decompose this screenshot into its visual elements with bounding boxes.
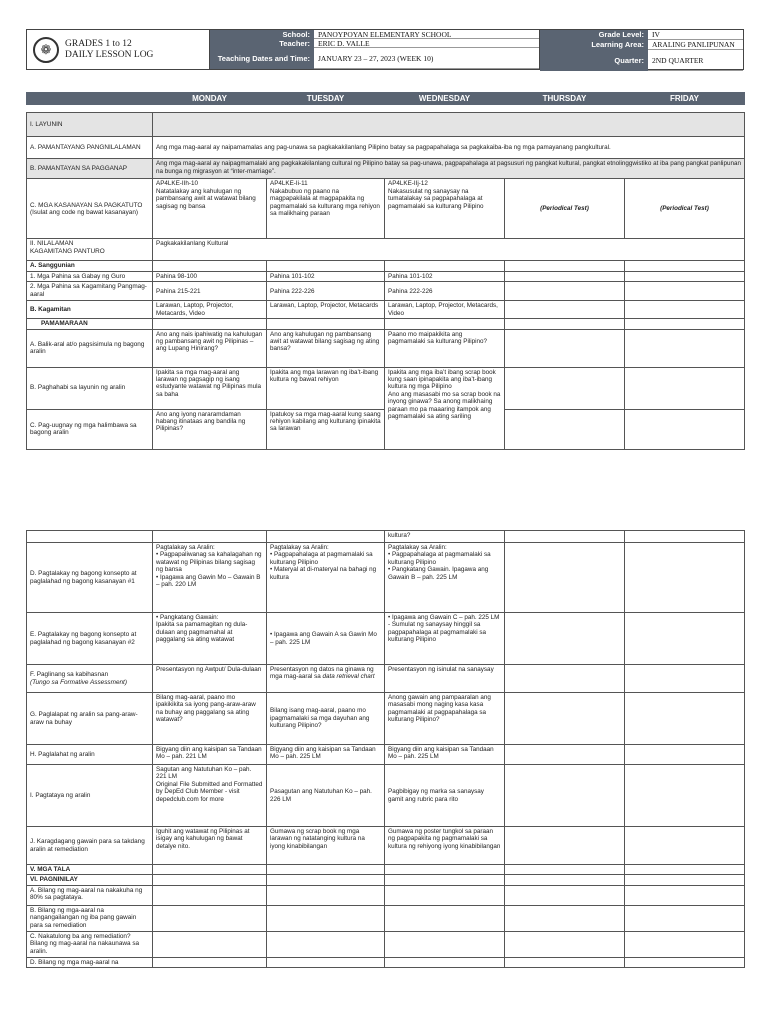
blank-cell — [385, 261, 505, 271]
kagamitang-monday: Pahina 215-221 — [153, 282, 267, 301]
blank-cell — [267, 905, 385, 931]
paglinang-label: F. Paglinang sa kabihasnan — [30, 671, 109, 679]
area-value: ARALING PANLIPUNAN — [648, 40, 743, 50]
blank-cell — [505, 957, 625, 967]
blank-cell — [267, 957, 385, 967]
blank-cell — [153, 865, 267, 875]
blank-cell — [153, 931, 267, 957]
nilalaman-label: II. NILALAMAN KAGAMITANG PANTURO — [27, 239, 153, 261]
pagninilay-d-label: D. Bilang ng mga mag-aaral na — [27, 957, 153, 967]
row-paglinang — [27, 665, 745, 693]
kagamitan-monday: Larawan, Laptop, Projector, Metacards, Video — [153, 301, 267, 319]
pag-uugnay-label: C. Pag-uugnay ng mga halimbawa sa bagong aralin — [27, 409, 153, 449]
gabay-guro-wednesday: Pahina 101-102 — [385, 271, 505, 281]
row-pamantayan-pagganap — [27, 159, 745, 179]
kasanayan-friday: (Periodical Test) — [625, 179, 745, 239]
blank-cell — [505, 745, 625, 765]
karagdagang-wednesday: Gumawa ng poster tungkol sa paraan ng pagpapakita ng pagmamalaki sa kultura ng rehiyong iyong kinabibilangan — [385, 827, 505, 865]
day-wednesday: WEDNESDAY — [385, 93, 505, 105]
paghahabi-label: B. Paghahabi sa layunin ng aralin — [27, 367, 153, 409]
school-value: PANOYPOYAN ELEMENTARY SCHOOL — [314, 30, 539, 39]
document-title — [65, 39, 153, 61]
pagninilay-c-label: C. Nakatulong ba ang remediation? Bilang ng mag-aaral na nakaunawa sa aralin. — [27, 931, 153, 957]
spacer — [27, 105, 745, 113]
header-block — [26, 29, 744, 70]
blank-cell — [625, 301, 745, 319]
blank-cell — [385, 875, 505, 885]
pamantayang-label: A. PAMANTAYANG PANGNILALAMAN — [27, 137, 153, 159]
gabay-guro-monday: Pahina 98-100 — [153, 271, 267, 281]
blank-cell — [267, 531, 385, 543]
header-school-info — [210, 30, 540, 69]
row-kasanayan — [27, 179, 745, 239]
blank-cell — [625, 271, 745, 281]
pagtataya-label: I. Pagtataya ng aralin — [27, 765, 153, 827]
row-pagtataya — [27, 765, 745, 827]
paghahabi-tuesday: Ipakita ang mga larawan ng iba’t-ibang kultura ng bawat rehiyon — [267, 367, 385, 409]
row-karagdagang-gawain — [27, 827, 745, 865]
teacher-value: ERIC D. VALLE — [314, 39, 539, 48]
blank-cell — [385, 931, 505, 957]
blank-cell — [625, 865, 745, 875]
blank-cell — [505, 282, 625, 301]
karagdagang-tuesday: Gumawa ng scrap book ng mga larawan ng natatanging kultura na iyong kinabibilangan — [267, 827, 385, 865]
day-monday: MONDAY — [153, 93, 267, 105]
blank-cell — [385, 885, 505, 905]
blank-cell — [505, 301, 625, 319]
paglalahat-label: H. Paglalahat ng aralin — [27, 745, 153, 765]
blank-cell — [153, 319, 267, 329]
balik-aral-label: A. Balik-aral at/o pagsisimula ng bagong aralin — [27, 329, 153, 367]
blank-cell — [625, 827, 745, 865]
school-label: School: — [210, 30, 314, 39]
blank-cell — [505, 531, 625, 543]
row-pagninilay-c — [27, 931, 745, 957]
paglalahat-monday: Bigyang diin ang kaisipan sa Tandaan Mo – pah. 221 LM — [153, 745, 267, 765]
blank-cell — [505, 765, 625, 827]
blank-cell — [267, 261, 385, 271]
day-header-blank — [27, 93, 153, 105]
blank-cell — [625, 745, 745, 765]
kasanayan-monday: AP4LKE-IIh-10 Natatalakay ang kahulugan ng pambansang awit at watawat bilang sagisag ng bansa — [153, 179, 267, 239]
pagtalakay-1-monday: Pagtalakay sa Aralin: • Pagpapaliwanag sa kahalagahan ng watawat ng Pilipinas bilang sagisag ng bansa • Ipagawa ang Gawin Mo – Gawain B – pah. 220 LM — [153, 543, 267, 613]
paglalahat-tuesday: Bigyang diin ang kaisipan sa Tandaan Mo – pah. 225 LM — [267, 745, 385, 765]
lesson-table-top — [26, 92, 745, 450]
row-pagtalakay-1 — [27, 543, 745, 613]
blank-cell — [625, 665, 745, 693]
row-pagninilay-a — [27, 885, 745, 905]
row-pamamaraan — [27, 319, 745, 329]
blank-cell — [153, 957, 267, 967]
area-label: Learning Area: — [540, 40, 648, 50]
paghahabi-monday: Ipakita sa mga mag-aaral ang larawan ng pagsagip ng isang estudyante watawat ng Pilipinas mula sa baha — [153, 367, 267, 409]
pagtalakay-1-label: D. Pagtalakay ng bagong konsepto at paglalahad ng bagong kasanayan #1 — [27, 543, 153, 613]
blank-cell — [625, 613, 745, 665]
kasanayan-thursday: (Periodical Test) — [505, 179, 625, 239]
nilalaman-text: Pagkakakilanlang Kultural — [153, 239, 745, 261]
blank-cell — [625, 282, 745, 301]
karagdagang-monday: Iguhit ang watawat ng Pilipinas at isigay ang kahulugan ng bawat detalye nito. — [153, 827, 267, 865]
pagninilay-label: VI. PAGNINILAY — [27, 875, 153, 885]
paghahabi-wednesday: Ipakita ang mga iba’t ibang scrap book kung saan ipinapakita ang iba’t-ibang kultura ng mga Pilipino Ano ang masasabi mo sa scrap book na inyong ginawa? Sa anong malikhaing paraan mo pa maaaring itampok ang pagmamalaki sa ating sariling — [385, 367, 505, 449]
kagamitang-wednesday: Pahina 222-226 — [385, 282, 505, 301]
blank-cell — [505, 885, 625, 905]
blank-cell — [505, 367, 625, 409]
paglinang-tuesday-chart: data retrieval chart — [322, 673, 375, 681]
pamamaraan-label: PAMAMARAAN — [27, 319, 153, 329]
header-grade-info — [540, 30, 743, 69]
blank-cell — [505, 865, 625, 875]
blank-cell — [505, 261, 625, 271]
gabay-guro-tuesday: Pahina 101-102 — [267, 271, 385, 281]
paglalapat-wednesday: Anong gawain ang pampaaralan ang masasabi mong naging kasa kasa pagmamalaki at pagpapahalaga sa kulturang Pilipino? — [385, 693, 505, 745]
day-header-row — [27, 93, 745, 105]
pagganap-label: B. PAMANTAYAN SA PAGGANAP — [27, 159, 153, 179]
row-continuation — [27, 531, 745, 543]
blank-cell — [625, 531, 745, 543]
grade-label: Grade Level: — [540, 30, 648, 40]
blank-cell — [625, 931, 745, 957]
row-mga-tala — [27, 865, 745, 875]
grade-value: IV — [648, 30, 743, 40]
blank-cell — [505, 271, 625, 281]
blank-cell — [505, 905, 625, 931]
paglinang-tuesday: Presentasyon ng datos na ginawa ng mga mag-aaral sa — [270, 666, 374, 681]
row-gabay-guro — [27, 271, 745, 281]
blank-cell — [153, 905, 267, 931]
blank-cell — [153, 261, 267, 271]
blank-cell — [505, 875, 625, 885]
teacher-label: Teacher: — [210, 39, 314, 48]
blank-cell — [625, 875, 745, 885]
row-paghahabi — [27, 367, 745, 409]
row-paglalahat — [27, 745, 745, 765]
dates-value: JANUARY 23 – 27, 2023 (WEEK 10) — [314, 48, 539, 69]
paglinang-wednesday: Presentasyon ng isinulat na sanaysay — [385, 665, 505, 693]
blank-cell — [267, 885, 385, 905]
day-friday: FRIDAY — [625, 93, 745, 105]
blank-cell — [385, 865, 505, 875]
blank-cell — [267, 875, 385, 885]
gabay-guro-label: 1. Mga Pahina sa Gabay ng Guro — [27, 271, 153, 281]
paglalahat-wednesday: Bigyang diin ang kaisipan sa Tandaan Mo – pah. 225 LM — [385, 745, 505, 765]
blank-cell — [505, 693, 625, 745]
day-thursday: THURSDAY — [505, 93, 625, 105]
karagdagang-label: J. Karagdagang gawain para sa takdang aralin at remediation — [27, 827, 153, 865]
paglinang-tuesday-cell — [267, 665, 385, 693]
kasanayan-tuesday: AP4LKE-Ii-11 Nakabubuo ng paano na magpapakilala at magpapakita ng pagmamalaki sa kulturang mga rehiyon sa malikhaing paraan — [267, 179, 385, 239]
pagtalakay-2-monday: • Pangkatang Gawain: Ipakita sa pamamagitan ng dula-dulaan ang pagmamahal at paggalang sa ating watawat — [153, 613, 267, 665]
row-pagninilay-b — [27, 905, 745, 931]
pag-uugnay-monday: Ano ang iyong nararamdaman habang itinataas ang bandila ng Pilipinas? — [153, 409, 267, 449]
blank-cell — [625, 319, 745, 329]
dates-label: Teaching Dates and Time: — [210, 48, 314, 69]
layunin-cell — [153, 113, 745, 137]
balik-aral-tuesday: Ano ang kahulugan ng pambansang awit at watawat bilang sagisag ng ating bansa? — [267, 329, 385, 367]
quarter-label: Quarter: — [540, 50, 648, 71]
pagtalakay-2-wednesday: • Ipagawa ang Gawain C – pah. 225 LM - Sumulat ng sanaysay hinggil sa pagpapahalaga at pagmamalaki sa kulturang Pilipino — [385, 613, 505, 665]
pagtataya-monday: Sagutan ang Natutuhan Ko – pah. 221 LM Original File Submitted and Formatted by DepEd Club Member - visit depedclub.com for more — [153, 765, 267, 827]
row-paglalapat — [27, 693, 745, 745]
pagtataya-tuesday: Pasagutan ang Natutuhan Ko – pah. 226 LM — [267, 765, 385, 827]
blank-cell — [267, 931, 385, 957]
blank-cell — [625, 543, 745, 613]
pagtalakay-1-wednesday: Pagtalakay sa Aralin: • Pagpapahalaga at pagmamalaki sa kulturang Pilipino • Pangkatang Gawain. Ipagawa ang Gawain B – pah. 225 LM — [385, 543, 505, 613]
pagtataya-wednesday: Pagbibigay ng marka sa sanaysay gamit ang rubric para rito — [385, 765, 505, 827]
blank-cell — [505, 329, 625, 367]
blank-cell — [505, 543, 625, 613]
blank-cell — [505, 827, 625, 865]
kasanayan-wednesday: AP4LKE-IIj-12 Nakasusulat ng sanaysay na tumatalakay sa pagpapahalaga at pagmamalaki sa kulturang Pilipino — [385, 179, 505, 239]
pamantayang-text: Ang mga mag-aaral ay naipamamalas ang pag-unawa sa pagkakakilanlang Pilipino batay sa pagpapahalaga sa pagkakaiba-iba ng mga pamayanang pangkultural. — [153, 137, 745, 159]
kasanayan-label: C. MGA KASANAYAN SA PAGKATUTO (Isulat ang code ng bawat kasanayan) — [27, 179, 153, 239]
paglinang-sublabel: (Tungo sa Formative Assessment) — [30, 678, 127, 686]
row-kagamitang-mag-aaral — [27, 282, 745, 301]
blank-cell — [505, 319, 625, 329]
kagamitang-label: 2. Mga Pahina sa Kagamitang Pangmag-aaral — [27, 282, 153, 301]
deped-seal-icon: ❁ — [33, 37, 59, 63]
blank-cell — [267, 865, 385, 875]
balik-aral-monday: Ano ang nais ipahiwatig na kahulugan ng pambansang awit ng Pilipinas –ang Lupang Hinirang? — [153, 329, 267, 367]
blank-cell — [505, 613, 625, 665]
blank-cell — [153, 531, 267, 543]
day-tuesday: TUESDAY — [267, 93, 385, 105]
kagamitang-tuesday: Pahina 222-226 — [267, 282, 385, 301]
blank-cell — [27, 531, 153, 543]
blank-cell — [505, 931, 625, 957]
mga-tala-label: V. MGA TALA — [27, 865, 153, 875]
blank-cell — [505, 665, 625, 693]
paglalapat-label: G. Paglalapat ng aralin sa pang-araw-araw na buhay — [27, 693, 153, 745]
blank-cell — [625, 693, 745, 745]
kagamitan-label: B. Kagamitan — [27, 301, 153, 319]
row-pagninilay-d — [27, 957, 745, 967]
paglinang-label-cell — [27, 665, 153, 693]
row-nilalaman — [27, 239, 745, 261]
row-kagamitan — [27, 301, 745, 319]
kagamitan-wednesday: Larawan, Laptop, Projector, Metacards, Video — [385, 301, 505, 319]
row-balik-aral — [27, 329, 745, 367]
blank-cell — [625, 261, 745, 271]
kagamitan-tuesday: Larawan, Laptop, Projector, Metacards — [267, 301, 385, 319]
continuation-wednesday: kultura? — [385, 531, 505, 543]
blank-cell — [267, 319, 385, 329]
blank-cell — [505, 409, 625, 449]
quarter-value: 2ND QUARTER — [648, 50, 743, 71]
sanggunian-label: A. Sanggunian — [27, 261, 153, 271]
pagninilay-b-label: B. Bilang ng mga-aaral na nangangailangan ng iba pang gawain para sa remediation — [27, 905, 153, 931]
pagtalakay-2-tuesday: • Ipagawa ang Gawain A sa Gawin Mo – pah. 225 LM — [267, 613, 385, 665]
header-logo-area — [27, 30, 210, 69]
title-line-1: GRADES 1 to 12 — [65, 38, 132, 49]
blank-cell — [385, 905, 505, 931]
blank-cell — [625, 765, 745, 827]
blank-cell — [625, 957, 745, 967]
blank-cell — [385, 957, 505, 967]
blank-cell — [625, 905, 745, 931]
pagninilay-a-label: A. Bilang ng mag-aaral na nakakuha ng 80% sa pagtataya. — [27, 885, 153, 905]
blank-cell — [385, 319, 505, 329]
paglinang-monday: Presentasyon ng Awtput/ Dula-dulaan — [153, 665, 267, 693]
pagganap-text: Ang mga mag-aaral ay naipagmamalaki ang pagkakakilanlang cultural ng Pilipino batay sa pag-unawa, pagpapahalaga at pagsusuri ng pangkat kultural, pangkat etnolinggwistiko at iba pang pangkat panlipunan na bunga ng migrasyon at “inter-marriage”. — [153, 159, 745, 179]
pagtalakay-1-tuesday: Pagtalakay sa Aralin: • Pagpapahalaga at pagmamalaki sa kulturang Pilipino • Materyal at di-materyal na bahagi ng kultura — [267, 543, 385, 613]
pag-uugnay-tuesday: Ipatukoy sa mga mag-aaral kung saang rehiyon kabilang ang kulturang ipinakita sa larawan — [267, 409, 385, 449]
blank-cell — [153, 885, 267, 905]
blank-cell — [625, 329, 745, 367]
title-line-2: DAILY LESSON LOG — [65, 49, 154, 60]
balik-aral-wednesday: Paano mo maipakikita ang pagmamalaki sa kulturang Pilipino? — [385, 329, 505, 367]
blank-cell — [625, 885, 745, 905]
paglalapat-monday: Bilang mag-aaral, paano mo ipakikikita sa iyong pang-araw-araw na buhay ang paggalang sa ating watawat? — [153, 693, 267, 745]
row-sanggunian — [27, 261, 745, 271]
row-pagtalakay-2 — [27, 613, 745, 665]
lesson-table-bottom — [26, 530, 745, 968]
paglalapat-tuesday: Bilang isang mag-aaral, paano mo ipagmamalaki sa mga dayuhan ang kulturang Pilipino? — [267, 693, 385, 745]
row-layunin — [27, 113, 745, 137]
blank-cell — [625, 409, 745, 449]
pagtalakay-2-label: E. Pagtalakay ng bagong konsepto at paglalahad ng bagong kasanayan #2 — [27, 613, 153, 665]
layunin-label: I. LAYUNIN — [27, 113, 153, 137]
blank-cell — [625, 367, 745, 409]
row-pamantayang-pangnilalaman — [27, 137, 745, 159]
blank-cell — [153, 875, 267, 885]
row-pagninilay — [27, 875, 745, 885]
